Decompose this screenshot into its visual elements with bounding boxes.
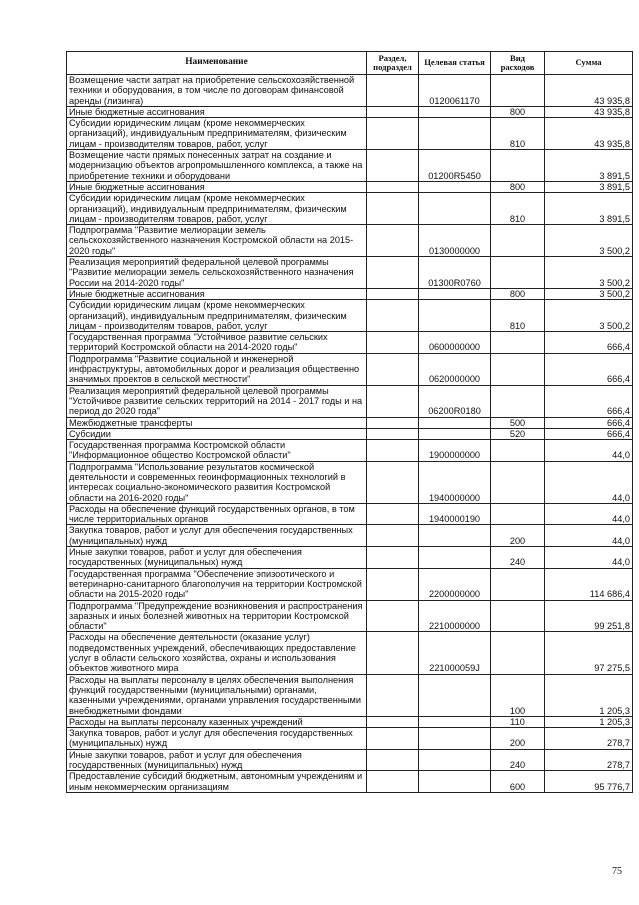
table-row (67, 225, 633, 257)
table-row (67, 300, 633, 332)
row-target: 0620000000 (419, 353, 491, 385)
row-section (367, 568, 419, 600)
row-name: Подпрограмма "Развитие социальной и инженерной инфраструктуры, автомобильных дорог и реализация общественно значимых проектов в сельской местности" (67, 353, 367, 385)
row-expense-type (491, 440, 545, 462)
row-name: Подпрограмма "Использование результатов космической деятельности и современных геоинформационных технологий в интересах социально-экономического развития Костромской области на 2016-2020 годы" (67, 461, 367, 503)
table-header-row (67, 52, 633, 75)
row-amount: 97 275,5 (545, 632, 633, 674)
row-section (367, 461, 419, 503)
row-amount: 3 500,2 (545, 225, 633, 257)
row-section (367, 118, 419, 150)
table-row (67, 674, 633, 716)
page-number: 75 (612, 866, 622, 877)
table-row (67, 716, 633, 727)
row-expense-type: 240 (491, 749, 545, 771)
row-expense-type (491, 568, 545, 600)
table-row (67, 461, 633, 503)
row-amount: 3 891,5 (545, 181, 633, 192)
table-row (67, 193, 633, 225)
table-row (67, 181, 633, 192)
row-target: 0600000000 (419, 332, 491, 354)
row-expense-type (491, 150, 545, 182)
row-name: Реализация мероприятий федеральной целевой программы "Устойчивое развитие сельских территорий на 2014 - 2017 годы и на период до 2020 года" (67, 385, 367, 417)
row-section (367, 600, 419, 632)
row-expense-type (491, 257, 545, 289)
row-target (419, 771, 491, 793)
table-row (67, 150, 633, 182)
row-section (367, 428, 419, 439)
row-expense-type: 200 (491, 525, 545, 547)
table-row (67, 632, 633, 674)
row-amount: 3 500,2 (545, 288, 633, 299)
row-section (367, 771, 419, 793)
header-expense-type: Вид расходов (491, 52, 545, 75)
table-row (67, 417, 633, 428)
row-section (367, 440, 419, 462)
row-section (367, 353, 419, 385)
header-name: Наименование (67, 52, 367, 75)
row-name: Государственная программа "Устойчивое развитие сельских территорий Костромской области на 2014-2020 годы" (67, 332, 367, 354)
row-section (367, 257, 419, 289)
row-expense-type (491, 332, 545, 354)
table-row (67, 288, 633, 299)
row-amount: 43 935,8 (545, 106, 633, 117)
row-target (419, 674, 491, 716)
row-amount: 1 205,3 (545, 716, 633, 727)
row-section (367, 525, 419, 547)
row-target (419, 106, 491, 117)
table-row (67, 503, 633, 525)
row-amount: 3 891,5 (545, 150, 633, 182)
row-amount: 1 205,3 (545, 674, 633, 716)
row-expense-type (491, 385, 545, 417)
row-expense-type: 810 (491, 118, 545, 150)
row-section (367, 225, 419, 257)
row-amount: 278,7 (545, 749, 633, 771)
table-row (67, 547, 633, 569)
row-amount: 44,0 (545, 525, 633, 547)
budget-table (66, 51, 633, 793)
row-name: Межбюджетные трансферты (67, 417, 367, 428)
row-expense-type: 100 (491, 674, 545, 716)
row-amount: 99 251,8 (545, 600, 633, 632)
row-target (419, 525, 491, 547)
row-target (419, 547, 491, 569)
table-row (67, 106, 633, 117)
table-row (67, 728, 633, 750)
row-name: Возмещение части прямых понесенных затрат на создание и модернизацию объектов агропромышленного комплекса, а также на приобретение техники и оборудовани (67, 150, 367, 182)
table-body (67, 75, 633, 793)
row-target (419, 749, 491, 771)
row-section (367, 288, 419, 299)
row-target: 1940000190 (419, 503, 491, 525)
row-amount: 95 776,7 (545, 771, 633, 793)
row-expense-type: 200 (491, 728, 545, 750)
table-row (67, 385, 633, 417)
row-section (367, 632, 419, 674)
row-name: Иные закупки товаров, работ и услуг для обеспечения государственных (муниципальных) нужд (67, 547, 367, 569)
table-row (67, 440, 633, 462)
row-name: Иные бюджетные ассигнования (67, 181, 367, 192)
row-target (419, 181, 491, 192)
row-expense-type: 520 (491, 428, 545, 439)
row-name: Подпрограмма "Развитие мелиорации земель сельскохозяйственного назначения Костромской области на 2015-2020 годы" (67, 225, 367, 257)
row-expense-type: 810 (491, 193, 545, 225)
row-target: 0120061170 (419, 75, 491, 107)
row-expense-type: 800 (491, 181, 545, 192)
table-row (67, 749, 633, 771)
row-name: Расходы на выплаты персоналу в целях обеспечения выполнения функций государственными (муниципальными) органами, казенными учреждениями, органами управления государственными внебюджетными фондами (67, 674, 367, 716)
row-amount: 44,0 (545, 547, 633, 569)
row-section (367, 728, 419, 750)
row-amount: 43 935,8 (545, 75, 633, 107)
table-row (67, 428, 633, 439)
row-name: Возмещение части затрат на приобретение сельскохозяйственной техники и оборудования, в том числе по договорам финансовой аренды (лизинга) (67, 75, 367, 107)
table-row (67, 771, 633, 793)
table-row (67, 118, 633, 150)
row-target: 0130000000 (419, 225, 491, 257)
row-name: Подпрограмма "Предупреждение возникновения и распространения заразных и иных болезней животных на территории Костромской области" (67, 600, 367, 632)
row-amount: 666,4 (545, 428, 633, 439)
table-row (67, 332, 633, 354)
row-amount: 3 500,2 (545, 257, 633, 289)
row-name: Иные бюджетные ассигнования (67, 288, 367, 299)
row-name: Субсидии юридическим лицам (кроме некоммерческих организаций), индивидуальным предпринимателям, физическим лицам - производителям товаров, работ, услуг (67, 300, 367, 332)
row-name: Государственная программа Костромской области "Информационное общество Костромской области" (67, 440, 367, 462)
row-amount: 666,4 (545, 332, 633, 354)
row-amount: 43 935,8 (545, 118, 633, 150)
header-amount: Сумма (545, 52, 633, 75)
row-target (419, 728, 491, 750)
row-section (367, 300, 419, 332)
row-section (367, 193, 419, 225)
row-section (367, 547, 419, 569)
row-name: Закупка товаров, работ и услуг для обеспечения государственных (муниципальных) нужд (67, 525, 367, 547)
row-section (367, 106, 419, 117)
row-section (367, 749, 419, 771)
row-name: Иные бюджетные ассигнования (67, 106, 367, 117)
row-amount: 44,0 (545, 461, 633, 503)
row-expense-type: 110 (491, 716, 545, 727)
table-row (67, 568, 633, 600)
row-target (419, 118, 491, 150)
row-name: Государственная программа "Обеспечение эпизоотического и ветеринарно-санитарного благополучия на территории Костромской области на 2015-2020 годы" (67, 568, 367, 600)
row-target: 2210000000 (419, 600, 491, 632)
row-amount: 666,4 (545, 385, 633, 417)
row-expense-type: 240 (491, 547, 545, 569)
row-section (367, 674, 419, 716)
row-expense-type (491, 600, 545, 632)
row-expense-type (491, 461, 545, 503)
row-name: Субсидии (67, 428, 367, 439)
row-amount: 114 686,4 (545, 568, 633, 600)
table-row (67, 257, 633, 289)
row-expense-type (491, 353, 545, 385)
row-section (367, 75, 419, 107)
row-target: 1900000000 (419, 440, 491, 462)
row-target (419, 428, 491, 439)
row-amount: 44,0 (545, 440, 633, 462)
row-target (419, 300, 491, 332)
row-section (367, 716, 419, 727)
row-expense-type: 600 (491, 771, 545, 793)
row-amount: 44,0 (545, 503, 633, 525)
row-expense-type (491, 75, 545, 107)
row-section (367, 150, 419, 182)
row-amount: 666,4 (545, 353, 633, 385)
row-expense-type (491, 632, 545, 674)
row-target: 2200000000 (419, 568, 491, 600)
row-amount: 3 500,2 (545, 300, 633, 332)
row-target: 01200R5450 (419, 150, 491, 182)
row-name: Закупка товаров, работ и услуг для обеспечения государственных (муниципальных) нужд (67, 728, 367, 750)
row-section (367, 385, 419, 417)
row-name: Предоставление субсидий бюджетным, автономным учреждениям и иным некоммерческим организациям (67, 771, 367, 793)
row-name: Иные закупки товаров, работ и услуг для обеспечения государственных (муниципальных) нужд (67, 749, 367, 771)
row-expense-type (491, 503, 545, 525)
row-expense-type: 800 (491, 106, 545, 117)
row-target: 01300R0760 (419, 257, 491, 289)
row-name: Реализация мероприятий федеральной целевой программы "Развитие мелиорации земель сельскохозяйственного назначения России на 2014-2020 годы" (67, 257, 367, 289)
row-amount: 278,7 (545, 728, 633, 750)
row-name: Расходы на обеспечение деятельности (оказание услуг) подведомственных учреждений, обеспечивающих предоставление услуг в области сельского хозяйства, охраны и использования объектов животного мира (67, 632, 367, 674)
row-section (367, 503, 419, 525)
row-expense-type: 800 (491, 288, 545, 299)
row-expense-type: 500 (491, 417, 545, 428)
table-row (67, 353, 633, 385)
row-target (419, 417, 491, 428)
header-target: Целевая статья (419, 52, 491, 75)
table-row (67, 75, 633, 107)
row-expense-type (491, 225, 545, 257)
table-row (67, 600, 633, 632)
row-target: 221000059J (419, 632, 491, 674)
row-section (367, 181, 419, 192)
row-target (419, 716, 491, 727)
row-target (419, 288, 491, 299)
row-section (367, 417, 419, 428)
row-section (367, 332, 419, 354)
row-amount: 3 891,5 (545, 193, 633, 225)
row-name: Расходы на выплаты персоналу казенных учреждений (67, 716, 367, 727)
row-target (419, 193, 491, 225)
row-name: Субсидии юридическим лицам (кроме некоммерческих организаций), индивидуальным предпринимателям, физическим лицам - производителям товаров, работ, услуг (67, 118, 367, 150)
table-row (67, 525, 633, 547)
row-amount: 666,4 (545, 417, 633, 428)
row-expense-type: 810 (491, 300, 545, 332)
row-target: 06200R0180 (419, 385, 491, 417)
header-section: Раздел, подраздел (367, 52, 419, 75)
row-target: 1940000000 (419, 461, 491, 503)
row-name: Субсидии юридическим лицам (кроме некоммерческих организаций), индивидуальным предпринимателям, физическим лицам - производителям товаров, работ, услуг (67, 193, 367, 225)
row-name: Расходы на обеспечение функций государственных органов, в том числе территориальных органов (67, 503, 367, 525)
